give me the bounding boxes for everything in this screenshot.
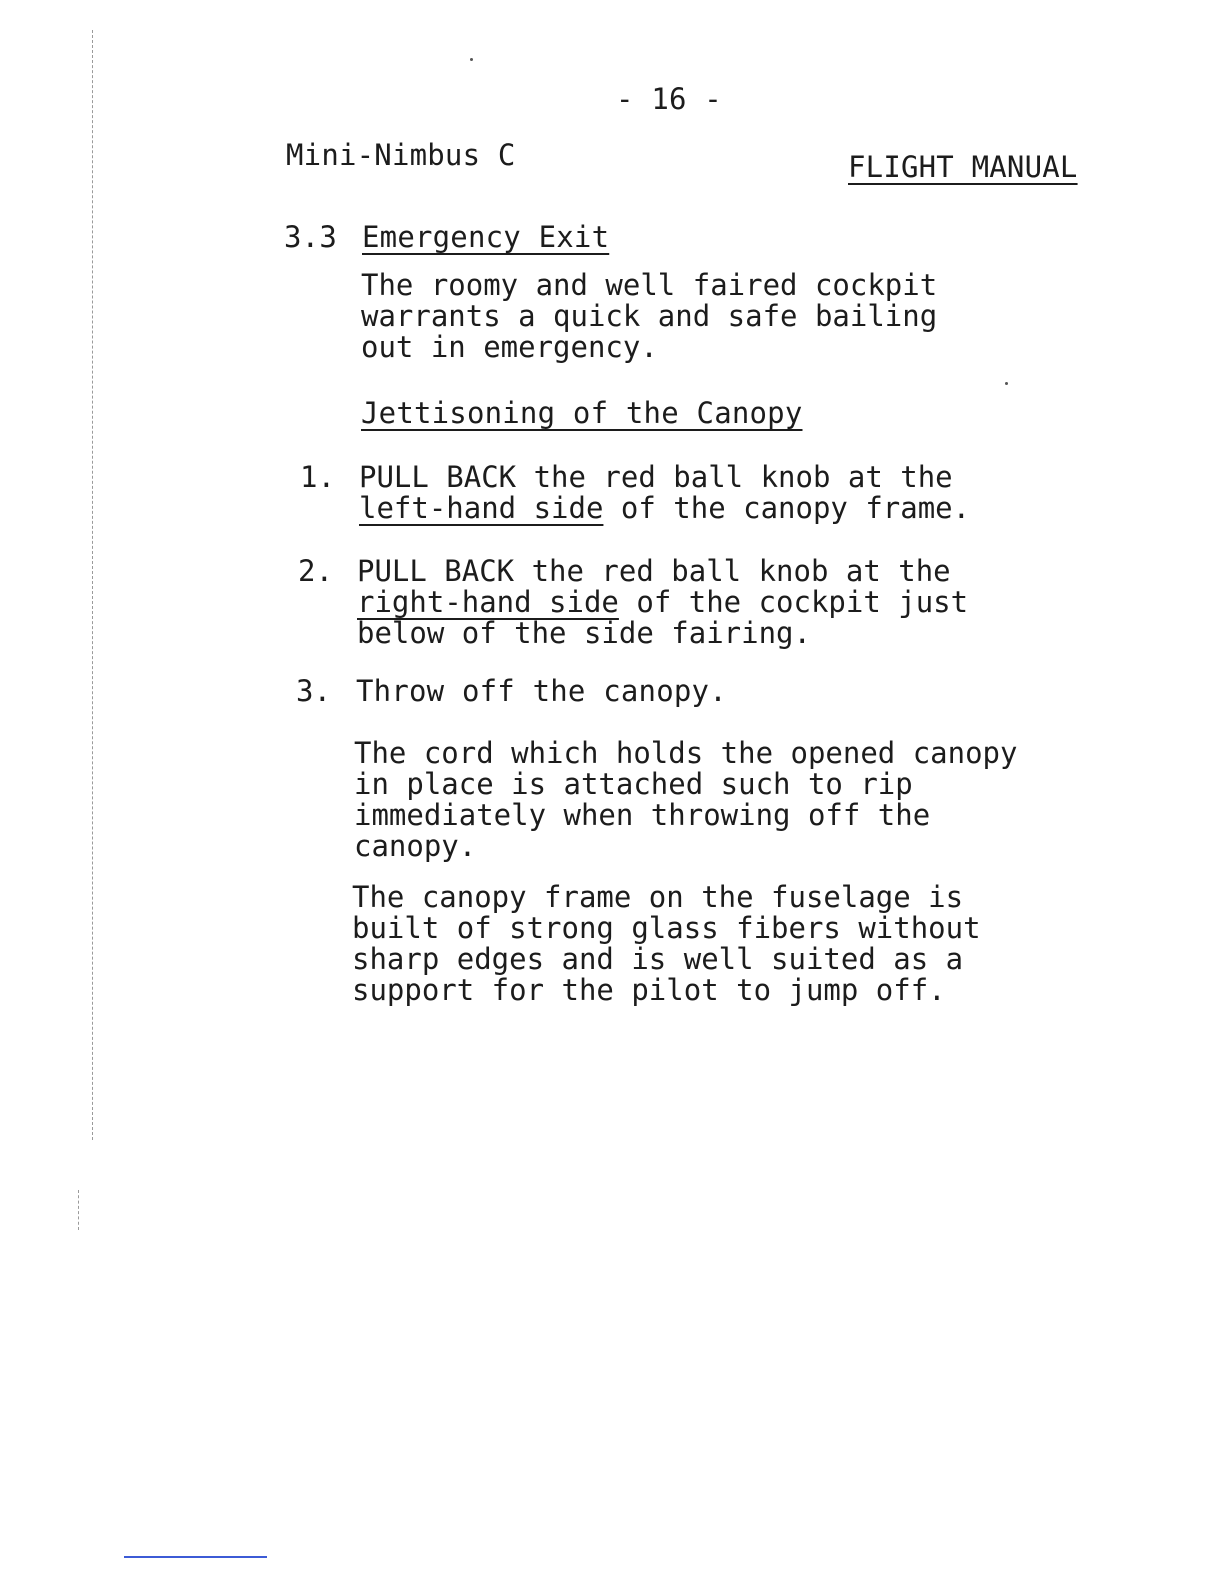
note-paragraph bbox=[354, 738, 1017, 862]
note-line: immediately when throwing off the bbox=[354, 798, 931, 832]
section-number: 3.3 bbox=[284, 220, 337, 254]
aircraft-name: Mini-Nimbus C bbox=[286, 138, 516, 172]
step-line: PULL BACK the red ball knob at the bbox=[357, 554, 951, 588]
step-line: below of the side fairing. bbox=[357, 616, 811, 650]
step-line-rest: of the cockpit just bbox=[618, 585, 969, 619]
note-line: canopy. bbox=[354, 829, 477, 863]
intro-line: out in emergency. bbox=[361, 330, 658, 364]
note-line: built of strong glass fibers without bbox=[352, 911, 981, 945]
scan-margin-mark bbox=[92, 30, 93, 1140]
scan-margin-mark bbox=[78, 1190, 79, 1230]
step-text bbox=[357, 556, 968, 649]
step-text bbox=[359, 462, 970, 524]
step-line: PULL BACK the red ball knob at the bbox=[359, 460, 953, 494]
step-text: Throw off the canopy. bbox=[356, 674, 727, 708]
bottom-rule bbox=[124, 1556, 267, 1558]
step-line-rest: of the canopy frame. bbox=[603, 491, 971, 525]
section-title: Emergency Exit bbox=[362, 220, 610, 254]
note-line: in place is attached such to rip bbox=[354, 767, 913, 801]
manual-title: FLIGHT MANUAL bbox=[848, 150, 1078, 184]
note-line: The cord which holds the opened canopy bbox=[354, 736, 1018, 770]
intro-line: The roomy and well faired cockpit bbox=[361, 268, 938, 302]
step-emphasis: left-hand side bbox=[359, 491, 604, 525]
step-emphasis: right-hand side bbox=[357, 585, 619, 619]
step-number: 2. bbox=[298, 554, 334, 588]
page-number: - 16 - bbox=[616, 82, 722, 116]
step-line bbox=[359, 493, 970, 524]
note-line: support for the pilot to jump off. bbox=[352, 973, 946, 1007]
note-line: sharp edges and is well suited as a bbox=[352, 942, 964, 976]
step-line bbox=[357, 587, 968, 618]
scan-speck bbox=[1005, 382, 1008, 385]
note-line: The canopy frame on the fuselage is bbox=[352, 880, 964, 914]
subheading: Jettisoning of the Canopy bbox=[361, 396, 803, 430]
note-paragraph bbox=[352, 882, 981, 1006]
step-number: 3. bbox=[296, 674, 332, 708]
intro-line: warrants a quick and safe bailing bbox=[361, 299, 938, 333]
step-number: 1. bbox=[300, 460, 336, 494]
intro-paragraph bbox=[361, 270, 937, 363]
scan-speck bbox=[470, 58, 473, 61]
